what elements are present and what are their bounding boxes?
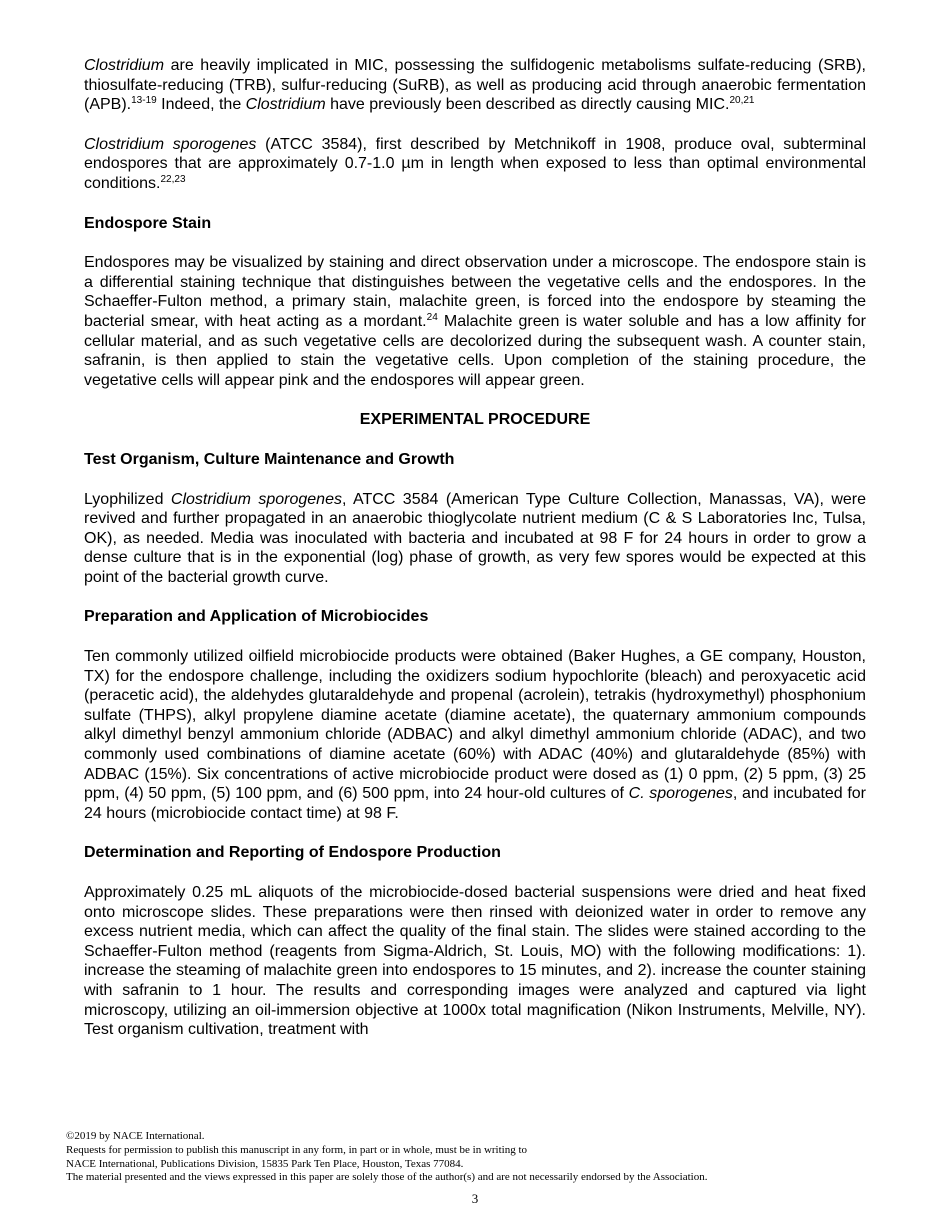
- paragraph-preparation-microbiocides: Ten commonly utilized oilfield microbiocide products were obtained (Baker Hughes, a GE company, Houston, TX) for the endospore challenge, including the oxidizers sodium hypochlorite (bleach) and peroxyacetic acid (peracetic acid), the aldehydes glutaraldehyde and propenal (acrolein), tetrakis (hydroxymethyl) phosphonium sulfate (THPS), alkyl propylene diamine acetate (diamine acetate), the quaternary ammonium compounds alkyl dimethyl benzyl ammonium chloride (ADBAC) and alkyl dimethyl ammonium chloride (ADAC), and two commonly used combinations of diamine acetate (60%) with ADAC (40%) and glutaraldehyde (85%) with ADBAC (15%). Six concentrations of active microbiocide product were dosed as (1) 0 ppm, (2) 5 ppm, (3) 25 ppm, (4) 50 ppm, (5) 100 ppm, and (6) 500 ppm, into 24 hour-old cultures of C. sporogenes, and incubated for 24 hours (microbiocide contact time) at 98 F.: [84, 648, 867, 822]
- citation: 13-19: [131, 95, 157, 107]
- heading-preparation-microbiocides: Preparation and Application of Microbiocides: [84, 608, 429, 626]
- paragraph-endospore-stain: Endospores may be visualized by staining and direct observation under a microscope. The endospore stain is a differential staining technique that distinguishes between the vegetative cells and the endospores. In the Schaeffer-Fulton method, a primary stain, malachite green, is forced into the endospore by steaming the bacterial smear, with heat acting as a mordant.$^{24}$ Malachite green is water soluble and has a low affinity for cellular material, and as such vegetative cells are decolorized during the subsequent wash. A counter stain, safranin, is then applied to stain the vegetative cells. Upon completion of the staining procedure, the vegetative cells will appear pink and the endospores will appear green.: [84, 254, 867, 389]
- page-number: 3: [471, 1191, 479, 1206]
- footer-line: NACE International, Publications Division, 15835 Park Ten Place, Houston, Texas 77084.: [66, 1157, 464, 1170]
- footer-line: Requests for permission to publish this manuscript in any form, in part or in whole, must be in writing to: [66, 1143, 528, 1156]
- citation: 20,21: [729, 95, 755, 107]
- citation: 22,23: [160, 173, 186, 185]
- heading-endospore-stain: Endospore Stain: [84, 214, 212, 232]
- paragraph-clostridium-mic: Clostridium are heavily implicated in MIC, possessing the sulfidogenic metabolisms sulfate-reducing (SRB), thiosulfate-reducing (TRB), sulfur-reducing (SuRB), as well as producing acid through anaerobic fermentation (APB).$^{13-19}$ Indeed, the Clostridium have previously been described as directly causing MIC.$^{20,21}$: [84, 57, 866, 114]
- paragraph-test-organism: Lyophilized Clostridium sporogenes, ATCC 3584 (American Type Culture Collection, Manassas, VA), were revived and further propagated in an anaerobic thioglycolate nutrient medium (C & S Laboratories Inc, Tulsa, OK), as needed. Media was inoculated with bacteria and incubated at 98 F for 24 hours in order to grow a dense culture that is in the exponential (log) phase of growth, as very few spores would be expected at this point of the bacterial growth curve.: [84, 490, 867, 586]
- paragraph-determination: Approximately 0.25 mL aliquots of the microbiocide-dosed bacterial suspensions were dried and heat fixed onto microscope slides. These preparations were then rinsed with deionized water in order to remove any excess nutrient media, which can affect the quality of the final stain. The slides were stained according to the Schaeffer-Fulton method (reagents from Sigma-Aldrich, St. Louis, MO) with the following modifications: 1). increase the steaming of malachite green into endospores to 15 minutes, and 2). increase the counter staining with safranin to 1 hour. The results and corresponding images were analyzed and captured via light microscopy, utilizing an oil-immersion objective at 1000x total magnification (Nikon Instruments, Melville, NY). Test organism cultivation, treatment with: [84, 884, 866, 1039]
- footer-line: The material presented and the views expressed in this paper are solely those of the author(s) and are not necessarily endorsed by the Association.: [66, 1171, 708, 1184]
- heading-experimental-procedure: EXPERIMENTAL PROCEDURE: [359, 411, 591, 429]
- heading-determination: Determination and Reporting of Endospore Production: [84, 844, 501, 862]
- citation: 24: [426, 311, 438, 323]
- copyright-footer: [66, 1130, 886, 1185]
- footer-line: ©2019 by NACE International.: [66, 1130, 205, 1142]
- heading-test-organism: Test Organism, Culture Maintenance and Growth: [84, 450, 455, 468]
- paragraph-c-sporogenes: Clostridium sporogenes (ATCC 3584), first described by Metchnikoff in 1908, produce oval, subterminal endospores that are approximately 0.7-1.0 µm in length when exposed to less than optimal environmental conditions.$^{22,23}$: [84, 135, 867, 192]
- page-body: [84, 56, 866, 1040]
